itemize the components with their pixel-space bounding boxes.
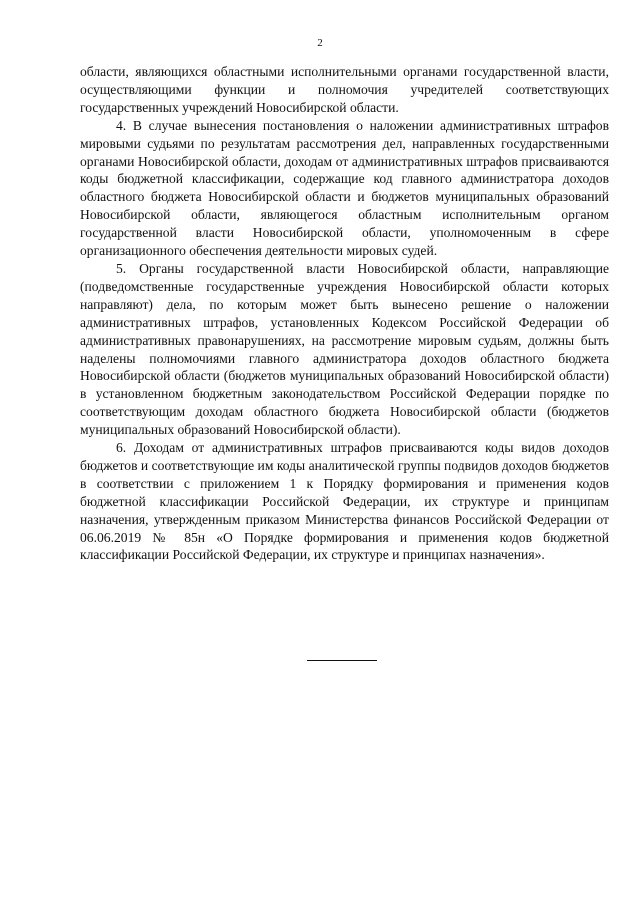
paragraph-5: 5. Органы государственной власти Новосибирской области, направляющие (подведомственные государственные учреждения Новосибирской области которых направляют) дела, по которым может быть вынесено решение о наложении административных штрафов, установленных Кодексом Российской Федерации об административных правонарушениях, на рассмотрение мировым судьям, должны быть наделены полномочиями главного администратора доходов областного бюджета Новосибирской области (бюджетов муниципальных образований Новосибирской области) в установленном бюджетным законодательством Российской Федерации порядке по соответствующим доходам областного бюджета Новосибирской области (бюджетов муниципальных образований Новосибирской области). bbox=[80, 260, 609, 438]
page-number: 2 bbox=[317, 37, 323, 49]
end-of-document-line bbox=[307, 660, 377, 661]
paragraph-4: 4. В случае вынесения постановления о наложении административных штрафов мировыми судьями по результатам рассмотрения дел, направленных государственными органами Новосибирской области, доходам от административных штрафов присваиваются коды бюджетной классификации, содержащие код главного администратора доходов областного бюджета Новосибирской области и бюджетов муниципальных образований Новосибирской области, являющегося областным исполнительным органом государственной власти Новосибирской области, уполномоченным в сфере организационного обеспечения деятельности мировых судей. bbox=[80, 117, 609, 259]
document-body bbox=[80, 63, 609, 564]
paragraph-continuation: области, являющихся областными исполнительными органами государственной власти, осуществляющими функции и полномочия учредителей соответствующих государственных учреждений Новосибирской области. bbox=[80, 64, 609, 115]
paragraph-6: 6. Доходам от административных штрафов присваиваются коды видов доходов бюджетов и соответствующие им коды аналитической группы подвидов доходов бюджетов в соответствии с приложением 1 к Порядку формирования и применения кодов бюджетной классификации Российской Федерации, их структуре и принципам назначения, утвержденным приказом Министерства финансов Российской Федерации от 06.06.2019 № 85н «О Порядке формирования и применения кодов бюджетной классификации Российской Федерации, их структуре и принципах назначения». bbox=[80, 440, 609, 563]
